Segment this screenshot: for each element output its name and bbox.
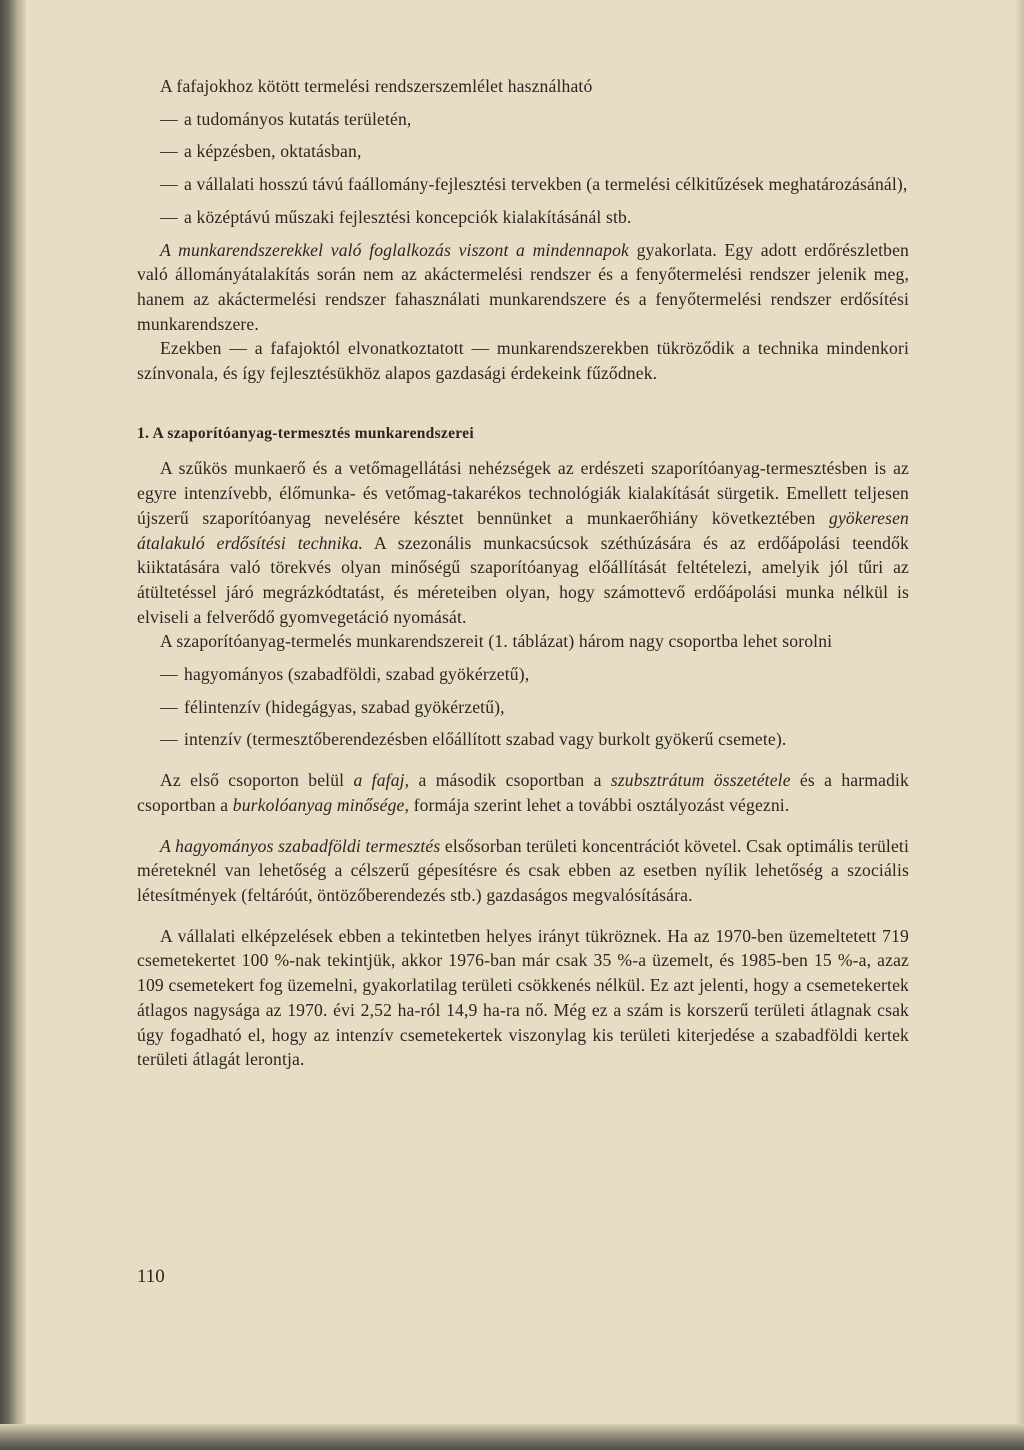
paragraph-text: A szezonális munkacsúcsok széthúzására és az erdőápolási teendők kiiktatására való törekvés olyan minőségű szaporítóanyag előállítását feltételezi, amelyik jól tűri az átültetéssel járó megrázkódtatást, és méreteiben olyan, hogy számottevő erdőápolási munka nélkül is elviseli a felverődő gyomvegetáció nyomását. bbox=[137, 532, 909, 627]
section-paragraph-4 bbox=[137, 834, 909, 908]
section-paragraph-5: A vállalati elképzelések ebben a tekintetben helyes irányt tükröznek. Ha az 1970-ben üzemeltetett 719 csemetekertet 100 %-nak tekintjük, akkor 1976-ban már csak 35 %-a üzemelt, és 1985-ben 15 %-a, azaz 109 csemetekert fog üzemelni, gyakorlatilag területi csökkenés nélkül. Ez azt jelenti, hogy a csemetekertek átlagos nagysága az 1970. évi 2,52 ha-ról 14,9 ha-ra nő. Még ez a szám is korszerű területi átlagnak csak úgy fogadható el, hogy az intenzív csemetekertek viszonylag kis területi kiterjedése a szabadföldi kertek területi átlagát lerontja. bbox=[137, 925, 909, 1070]
italic-phrase: A munkarendszerekkel való foglalkozás viszont a mindennapok bbox=[160, 239, 630, 260]
list-item bbox=[137, 107, 909, 132]
list-item bbox=[137, 205, 909, 230]
list-item-text: félintenzív (hidegágyas, szabad gyökérzetű), bbox=[184, 696, 505, 717]
section-paragraph-1 bbox=[137, 456, 909, 629]
italic-phrase: a fafaj, bbox=[353, 770, 410, 791]
dash-mark: — bbox=[160, 108, 178, 129]
dash-mark: — bbox=[160, 664, 178, 685]
paragraph-text: Az első csoporton belül bbox=[160, 770, 354, 791]
intro-list bbox=[137, 107, 909, 230]
list-item bbox=[137, 139, 909, 164]
list-item-text: a tudományos kutatás területén, bbox=[184, 108, 412, 129]
page-number: 110 bbox=[137, 1266, 165, 1287]
list-item-text: a képzésben, oktatásban, bbox=[184, 141, 362, 162]
scan-edge-bottom bbox=[0, 1424, 1024, 1450]
dash-mark: — bbox=[160, 174, 178, 195]
paragraph-text: formája szerint lehet a további osztályozást végezni. bbox=[409, 794, 790, 815]
list-item bbox=[137, 695, 909, 720]
paragraph-text: A szűkös munkaerő és a vetőmagellátási nehézségek az erdészeti szaporítóanyag-termesztésben is az egyre intenzívebb, élőmunka- és vetőmag-takarékos technológiák kialakítását sürgetik. Emellett teljesen újszerű szaporítóanyag nevelésére késztet bennünket a munkaerőhiány következtében bbox=[137, 458, 909, 528]
list-item-text: intenzív (termesztőberendezésben előállított szabad vagy burkolt gyökerű csemete). bbox=[184, 729, 787, 750]
paragraph-text: elsősorban területi koncentrációt követel. Csak optimális területi méreteknél van lehetőség a célszerű gépesítésre és csak ebben az esetben nyílik lehetőség a szociális létesítmények (feltáróút, öntözőberendezés stb.) gazdaságos megvalósítására. bbox=[137, 835, 909, 905]
scan-edge-left bbox=[0, 0, 26, 1450]
section-paragraph-2: A szaporítóanyag-termelés munkarendszereit (1. táblázat) három nagy csoportba lehet sorolni bbox=[160, 631, 833, 652]
list-item bbox=[137, 172, 909, 197]
intro-paragraph bbox=[137, 238, 909, 337]
scan-edge-right bbox=[1016, 0, 1024, 1450]
group-list bbox=[137, 662, 909, 752]
italic-phrase: szubsztrátum összetétele bbox=[610, 770, 791, 791]
list-item-text: hagyományos (szabadföldi, szabad gyökérzetű), bbox=[184, 664, 530, 685]
list-item bbox=[137, 727, 909, 752]
page-body bbox=[137, 74, 909, 1072]
italic-phrase: burkolóanyag minősége, bbox=[232, 794, 410, 815]
dash-mark: — bbox=[160, 696, 178, 717]
italic-phrase: A hagyományos szabadföldi termesztés bbox=[160, 835, 441, 856]
dash-mark: — bbox=[160, 729, 178, 750]
list-item-text: a vállalati hosszú távú faállomány-fejlesztési tervekben (a termelési célkitűzések meghatározásánál), bbox=[184, 174, 908, 195]
list-item bbox=[137, 662, 909, 687]
paragraph-text: a második csoportban a bbox=[409, 770, 611, 791]
paragraph-text: és a harmadik csoportban a bbox=[137, 770, 910, 815]
list-item-text: a középtávú műszaki fejlesztési koncepciók kialakításánál stb. bbox=[184, 206, 632, 227]
intro-paragraph-2: Ezekben — a fafajoktól elvonatkoztatott — munkarendszerekben tükröződik a technika mindenkori színvonala, és így fejlesztésükhöz alapos gazdasági érdekeink fűződnek. bbox=[137, 338, 909, 384]
section-paragraph-3 bbox=[137, 768, 909, 817]
paragraph-text: gyakorlata. Egy adott erdőrészletben való állományátalakítás során nem az akáctermelési rendszer és a fenyőtermelési rendszer jelenik meg, hanem az akáctermelési rendszer fahasználati munkarendszere és a fenyőtermelési rendszer erdősítési munkarendszere. bbox=[137, 239, 909, 334]
dash-mark: — bbox=[160, 141, 178, 162]
dash-mark: — bbox=[160, 206, 178, 227]
section-heading: 1. A szaporítóanyag-termesztés munkarendszerei bbox=[137, 424, 474, 442]
intro-lead: A fafajokhoz kötött termelési rendszerszemlélet használható bbox=[160, 76, 593, 96]
italic-phrase: gyökeresen átalakuló erdősítési technika. bbox=[137, 507, 909, 553]
